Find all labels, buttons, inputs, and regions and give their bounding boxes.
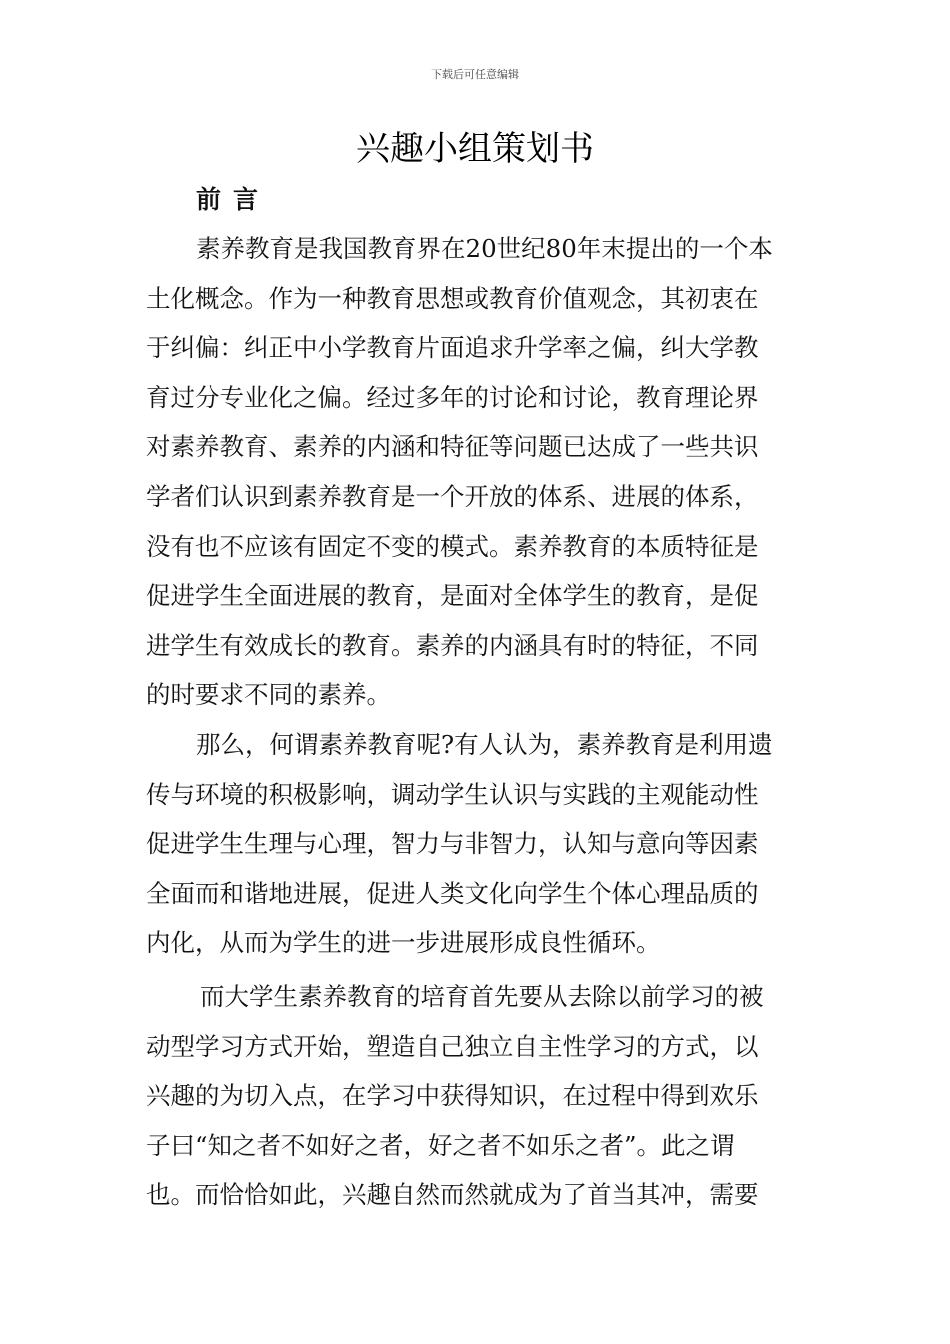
- text-line: 素养教育是我国教育界在20世纪80年末提出的一个本: [196, 234, 773, 263]
- paragraph-1: [146, 224, 806, 720]
- section-heading: 前言: [196, 185, 271, 214]
- text-line: 的时要求不同的素养。: [146, 680, 391, 710]
- text-line: 土化概念。作为一种教育思想或教育价值观念，其初衷在: [146, 283, 759, 313]
- text-line: 而大学生素养教育的培育首先要从去除以前学习的被: [200, 982, 764, 1011]
- text-line: 进学生有效成长的教育。素养的内涵具有时的特征，不同: [146, 630, 759, 660]
- text-line: 子曰“知之者不如好之者，好之者不如乐之者”。此之谓: [146, 1130, 735, 1160]
- text-line: 全面而和谐地进展，促进人类文化向学生个体心理品质的: [146, 878, 759, 908]
- text-line: 动型学习方式开始，塑造自己独立自主性学习的方式，以: [146, 1031, 759, 1061]
- paragraph-2: [146, 720, 806, 968]
- text-line: 育过分专业化之偏。经过多年的讨论和讨论，教育理论界: [146, 382, 759, 412]
- text-line: 传与环境的积极影响，调动学生认识与实践的主观能动性: [146, 779, 759, 809]
- text-line: 内化，从而为学生的进一步进展形成良性循环。: [146, 928, 661, 958]
- text-line: 于纠偏：纠正中小学教育片面追求升学率之偏，纠大学教: [146, 333, 759, 363]
- text-line: 对素养教育、素养的内涵和特征等问题已达成了一些共识: [146, 432, 759, 462]
- document-title: 兴趣小组策划书: [356, 129, 594, 169]
- header-note: 下载后可任意编辑: [431, 68, 519, 81]
- text-line: 也。而恰恰如此，兴趣自然而然就成为了首当其冲，需要: [146, 1180, 759, 1210]
- paragraph-3: [146, 972, 806, 1220]
- text-line: 促进学生生理与心理，智力与非智力，认知与意向等因素: [146, 829, 759, 859]
- text-line: 那么，何谓素养教育呢?有人认为，素养教育是利用遗: [196, 730, 773, 759]
- text-line: 没有也不应该有固定不变的模式。素养教育的本质特征是: [146, 531, 759, 561]
- text-line: 学者们认识到素养教育是一个开放的体系、进展的体系，: [146, 481, 759, 511]
- text-line: 促进学生全面进展的教育，是面对全体学生的教育，是促: [146, 581, 759, 611]
- text-line: 兴趣的为切入点，在学习中获得知识，在过程中得到欢乐: [146, 1081, 759, 1111]
